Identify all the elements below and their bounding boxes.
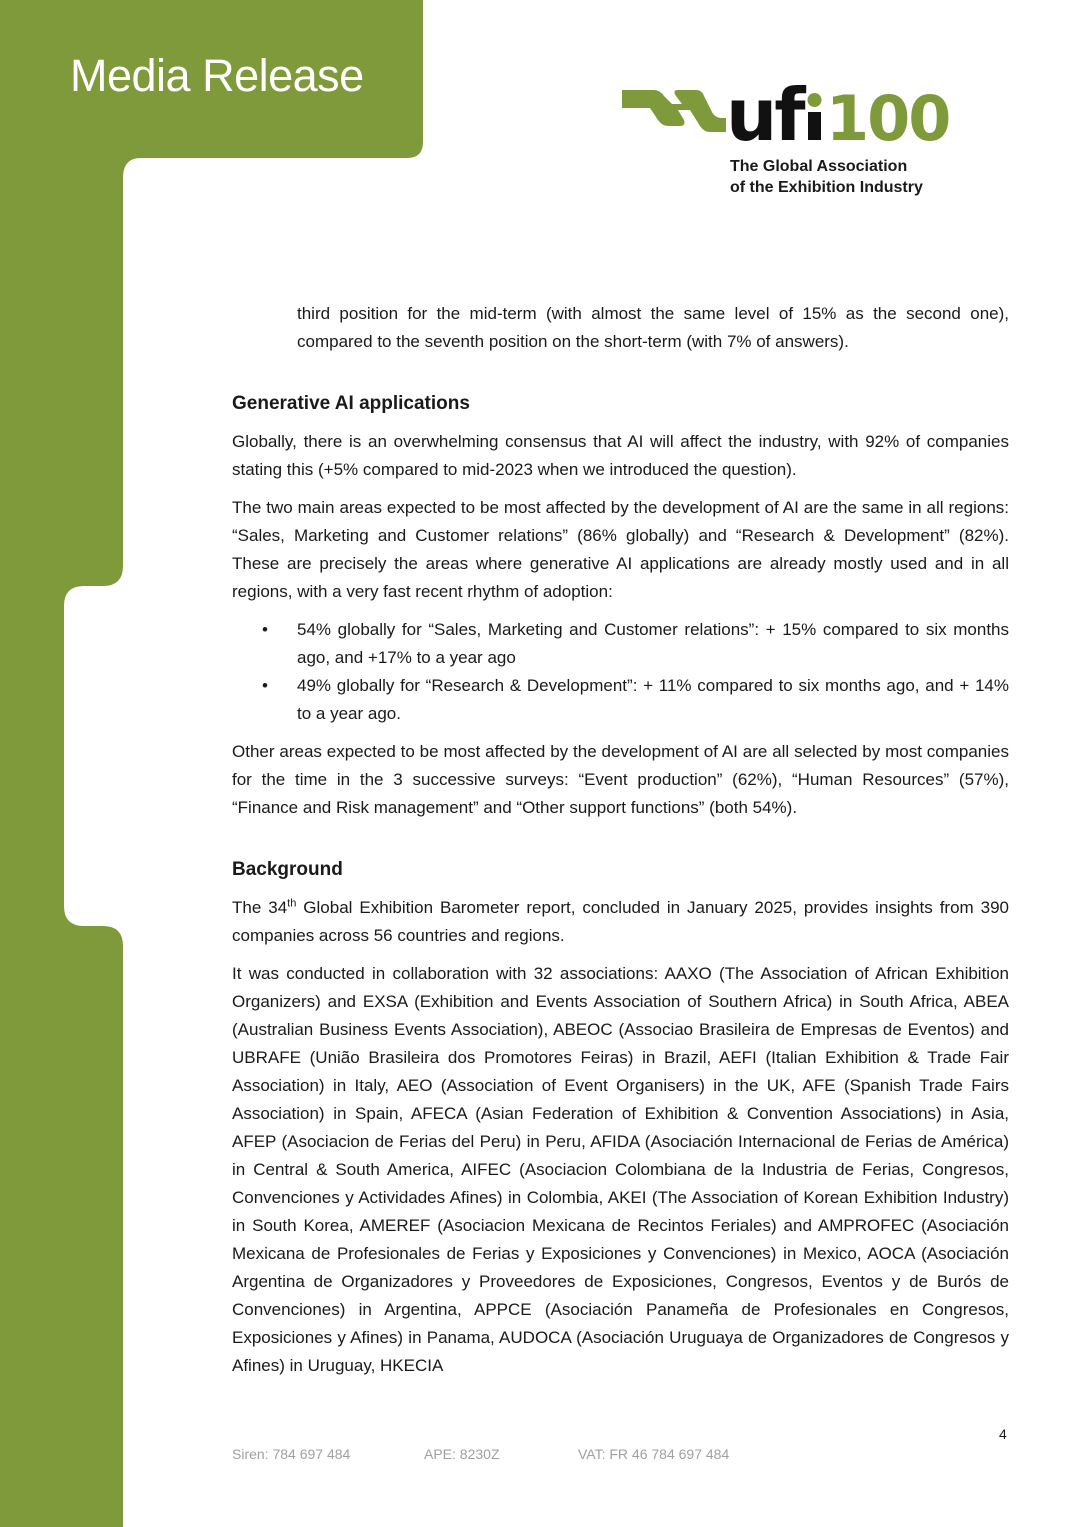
paragraph: Globally, there is an overwhelming consensus that AI will affect the industry, with 92% of companies stating this (+5% compared to mid-2023 when we introduced the question).	[232, 432, 1009, 479]
text-run: The 34	[232, 898, 288, 917]
ufi-logo	[620, 60, 960, 200]
footer-siren: Siren: 784 697 484	[232, 1446, 351, 1462]
page-number: 4	[999, 1426, 1007, 1442]
footer-ape: APE: 8230Z	[424, 1446, 500, 1462]
list-item	[232, 672, 1009, 728]
bullet-icon: •	[262, 676, 268, 695]
logo-tagline-line2: of the Exhibition Industry	[730, 179, 923, 196]
paragraph	[232, 894, 1009, 950]
footer-vat: VAT: FR 46 784 697 484	[578, 1446, 730, 1462]
paragraph: The two main areas expected to be most affected by the development of AI are the same in all regions: “Sales, Marketing and Customer relations” (86% globally) and “Research & Development” (82%). These are precisely the areas where generative AI applications are already mostly used and in all regions, with a very fast recent rhythm of adoption:	[232, 498, 1009, 601]
ufi-logo-mark	[620, 60, 960, 155]
logo-tagline-line1: The Global Association	[730, 158, 908, 175]
superscript: th	[287, 897, 297, 910]
main-content	[232, 300, 1009, 1390]
logo-100: 100	[826, 82, 950, 155]
bullet-icon: •	[262, 620, 268, 639]
list-item-text: 54% globally for “Sales, Marketing and Customer relations”: + 15% compared to six months ago, and +17% to a year ago	[297, 620, 1009, 667]
paragraph: Other areas expected to be most affected by the development of AI are all selected by most companies for the time in the 3 successive surveys: “Event production” (62%), “Human Resources” (57%), “Finance and Risk management” and “Other support functions” (both 54%).	[232, 742, 1009, 817]
section-heading-background: Background	[232, 859, 343, 880]
bullet-list	[232, 616, 1009, 728]
logo-tagline	[730, 156, 923, 198]
intro-continuation: third position for the mid-term (with almost the same level of 15% as the second one), compared to the seventh position on the short-term (with 7% of answers).	[297, 304, 1009, 351]
text-run: Global Exhibition Barometer report, concluded in January 2025, provides insights from 390 companies across 56 countries and regions.	[232, 898, 1009, 945]
paragraph: It was conducted in collaboration with 32 associations: AAXO (The Association of African Exhibition Organizers) and EXSA (Exhibition and Events Association of Southern Africa) in South Africa, ABEA (Australian Business Events Association), ABEOC (Associao Brasileira de Empresas de Eventos) and UBRAFE (União Brasileira dos Promotores Feiras) in Brazil, AEFI (Italian Exhibition & Trade Fair Association) in Italy, AEO (Association of Event Organisers) in the UK, AFE (Spanish Trade Fairs Association) in Spain, AFECA (Asian Federation of Exhibition & Convention Associations) in Asia, AFEP (Asociacion de Ferias del Peru) in Peru, AFIDA (Asociación Internacional de Ferias de América) in Central & South America, AIFEC (Asociacion Colombiana de la Industria de Ferias, Congresos, Convenciones y Actividades Afines) in Colombia, AKEI (The Association of Korean Exhibition Industry) in South Korea, AMEREF (Asociacion Mexicana de Recintos Feriales) and AMPROFEC (Asociación Mexicana de Profesionales de Ferias y Exposiciones y Convenciones) in Mexico, AOCA (Asociación Argentina de Organizadores y Proveedores de Exposiciones, Congresos, Eventos y de Burós de Convenciones) in Argentina, APPCE (Asociación Panameña de Profesionales en Congresos, Exposiciones y Afines) in Panama, AUDOCA (Asociación Uruguaya de Organizadores de Congresos y Afines) in Uruguay, HKECIA	[232, 964, 1009, 1375]
list-item-text: 49% globally for “Research & Development”: + 11% compared to six months ago, and + 14% to a year ago.	[297, 676, 1009, 723]
media-release-title: Media Release	[70, 50, 364, 101]
logo-uf: uf	[726, 73, 803, 155]
section-heading-generative-ai: Generative AI applications	[232, 393, 470, 414]
list-item	[232, 616, 1009, 672]
